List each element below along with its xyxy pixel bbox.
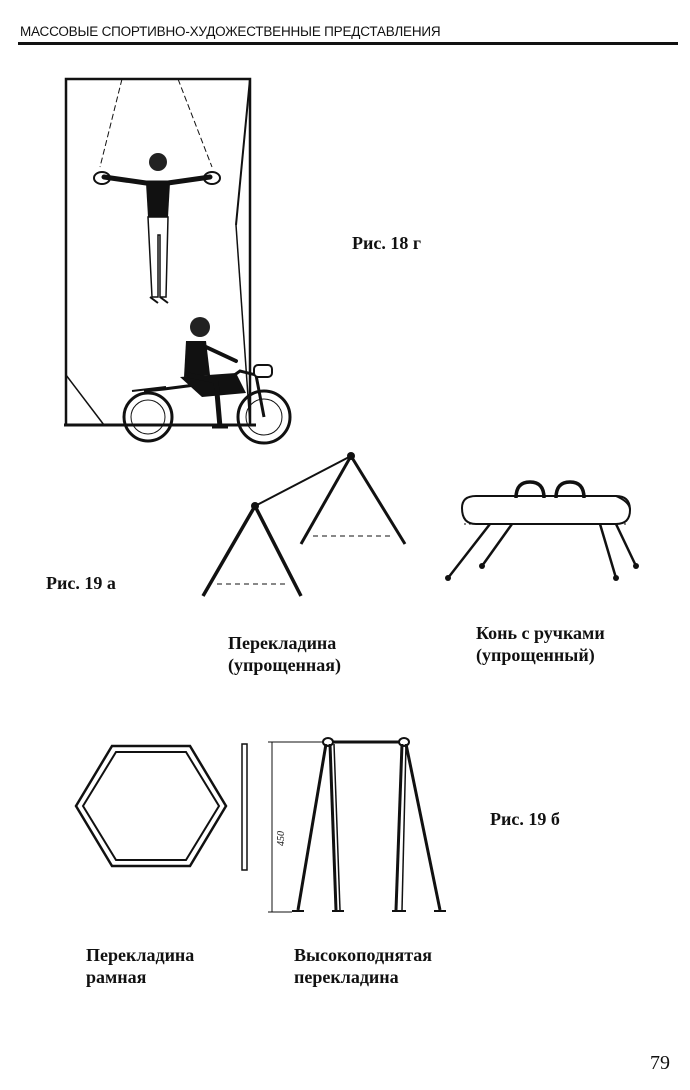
bar-frame-caption-line1: Перекладина [86, 945, 195, 965]
page-number: 79 [650, 1052, 670, 1074]
figure-18g-illustration [60, 75, 300, 455]
bar-frame-caption [86, 944, 194, 988]
bar-simplified-caption-line2: (упрощенная) [228, 655, 342, 675]
bar-high-caption-line1: Высокоподнятая [294, 945, 433, 965]
pommel-horse-caption [476, 622, 605, 666]
figure-19b-label: Рис. 19 б [490, 809, 560, 829]
bar-simplified-caption [228, 632, 341, 676]
pommel-horse-caption-line1: Конь с ручками [476, 623, 605, 643]
bar-high-caption-line2: перекладина [294, 967, 399, 987]
bar-high-illustration [262, 730, 462, 920]
bar-frame-illustration [72, 740, 262, 880]
pommel-horse-caption-line2: (упрощенный) [476, 645, 595, 665]
bar-simplified-illustration [195, 444, 420, 604]
pommel-horse-illustration [440, 480, 650, 590]
bar-high-caption [294, 944, 432, 988]
figure-19a-label: Рис. 19 а [46, 573, 116, 593]
running-header: МАССОВЫЕ СПОРТИВНО-ХУДОЖЕСТВЕННЫЕ ПРЕДСТАВЛЕНИЯ [20, 24, 441, 39]
figure-18g-label: Рис. 18 г [352, 233, 422, 253]
bar-simplified-caption-line1: Перекладина [228, 633, 337, 653]
bar-frame-caption-line2: рамная [86, 967, 147, 987]
header-rule [18, 42, 678, 45]
dimension-label: 450 [276, 831, 287, 846]
